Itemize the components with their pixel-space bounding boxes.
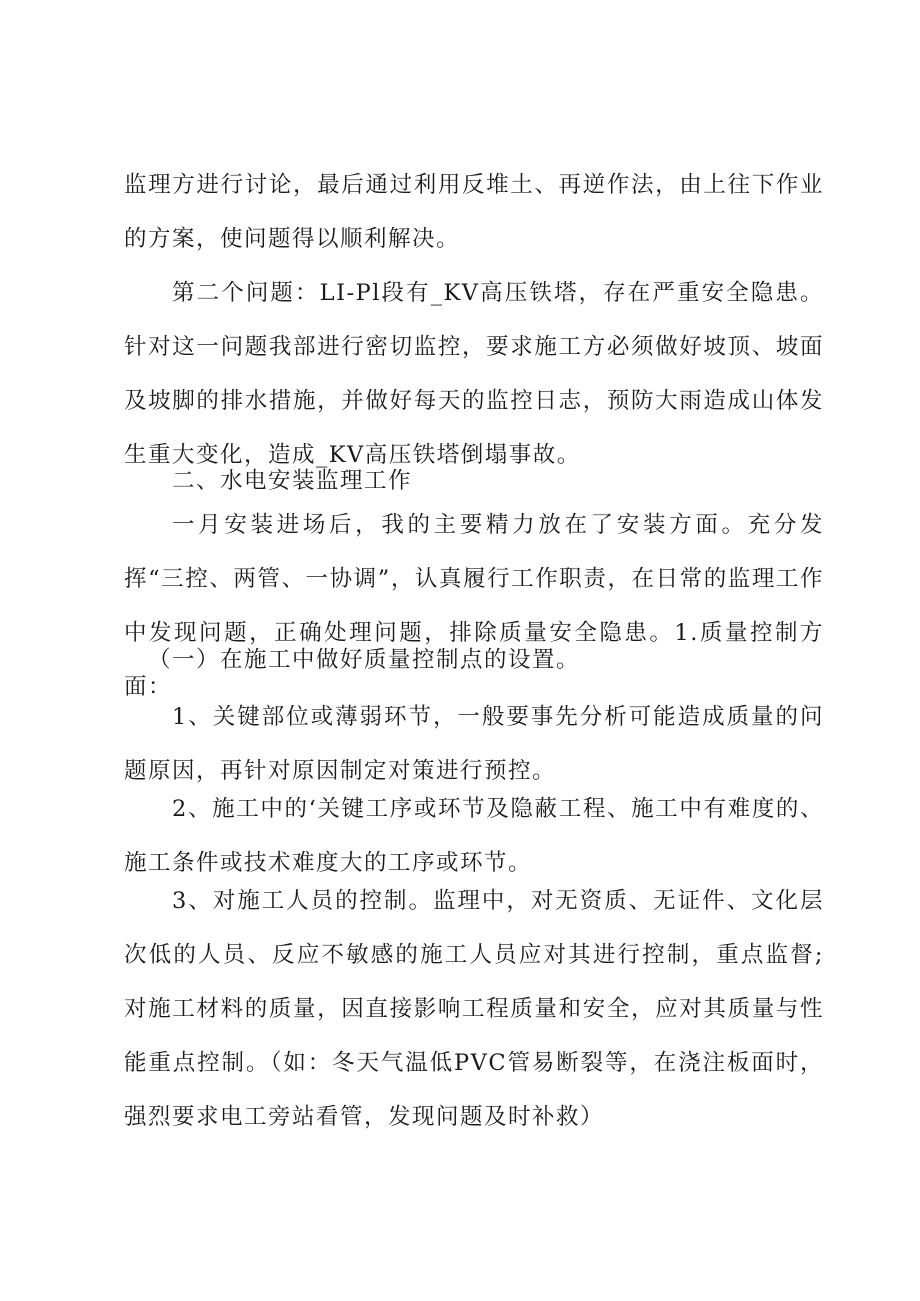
list-item-1: 1、关键部位或薄弱环节，一般要事先分析可能造成质量的问题原因，再针对原因制定对策进行预控。 <box>124 704 824 784</box>
list-item-2: 2、施工中的‘关键工序或环节及隐蔽工程、施工中有难度的、施工条件或技术难度大的工序或环节。 <box>124 796 824 876</box>
paragraph-continuation: 监理方进行讨论，最后通过利用反堆土、再逆作法，由上往下作业的方案，使问题得以顺利解决。 <box>124 172 824 252</box>
subheading-control-points: （一）在施工中做好质量控制点的设置。 <box>148 647 581 673</box>
list-item-3: 3、对施工人员的控制。监理中，对无资质、无证件、文化层次低的人员、反应不敏感的施工人员应对其进行控制，重点监督;对施工材料的质量，因直接影响工程质量和安全，应对其质量与性能重点控制。（如：冬天气温低PVC管易断裂等，在浇注板面时，强烈要求电工旁站看管，发现问题及时补救） <box>124 888 824 1130</box>
paragraph-second-issue: 第二个问题：LI-Pl段有_KV高压铁塔，存在严重安全隐患。针对这一问题我部进行密切监控，要求施工方必须做好坡顶、坡面及坡脚的排水措施，并做好每天的监控日志，预防大雨造成山体发生重大变化，造成_KV高压铁塔倒塌事故。 <box>124 280 824 468</box>
section-heading-installation: 二、水电安装监理工作 <box>172 468 413 494</box>
paragraph-installation-intro: 一月安装进场后，我的主要精力放在了安装方面。充分发挥“三控、两管、一协调”，认真履行工作职责，在日常的监理工作中发现问题，正确处理问题，排除质量安全隐患。1.质量控制方面： <box>124 512 824 700</box>
